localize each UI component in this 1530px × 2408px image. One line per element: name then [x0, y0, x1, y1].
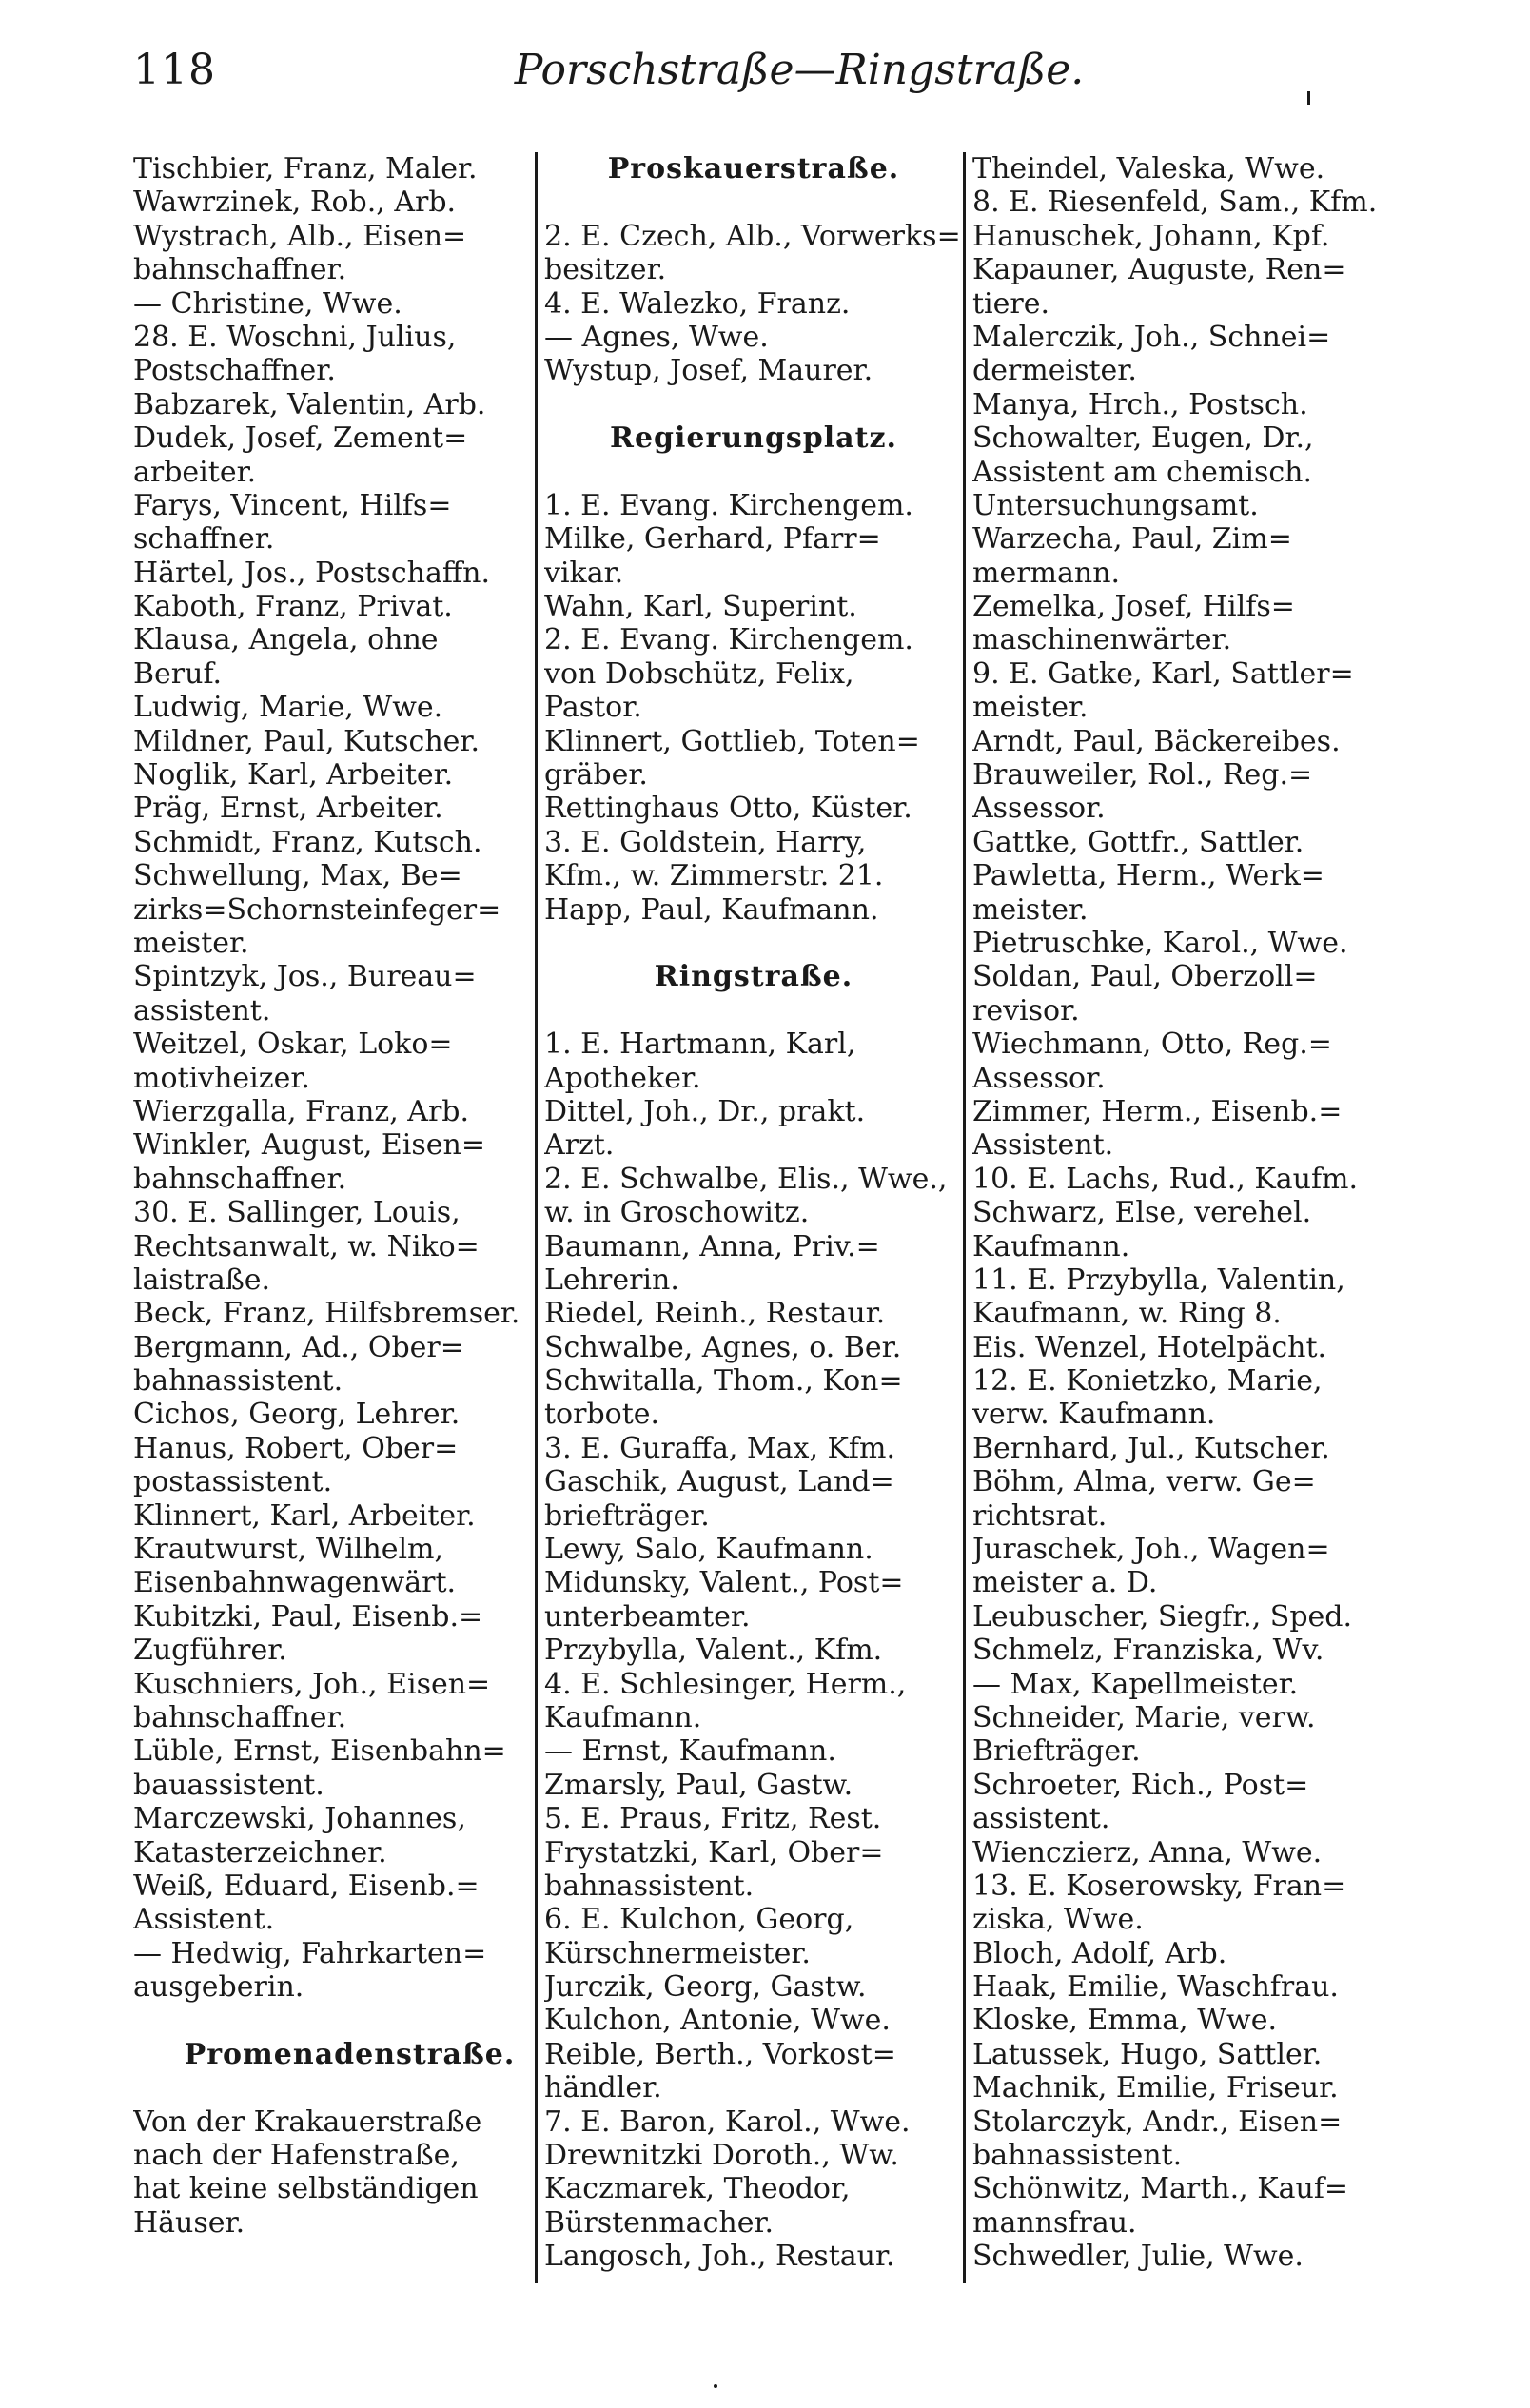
- directory-entry-line: Schwarz, Else, verehel.: [972, 1196, 1312, 1230]
- blank-line: [544, 456, 963, 489]
- blank-line: [544, 927, 963, 960]
- directory-entry-line: bahnassistent.: [544, 1869, 755, 1903]
- directory-entry-line: Klinnert, Karl, Arbeiter.: [133, 1498, 476, 1533]
- directory-entry-line: bauassistent.: [133, 1768, 324, 1802]
- directory-entry-line: 13. E. Koserowsky, Fran=: [972, 1869, 1346, 1903]
- directory-entry-line: Stolarczyk, Andr., Eisen=: [972, 2105, 1343, 2139]
- directory-entry-line: Böhm, Alma, verw. Ge=: [972, 1465, 1316, 1499]
- directory-entry-line: Dudek, Josef, Zement=: [133, 421, 468, 456]
- directory-entry-line: vikar.: [544, 556, 624, 590]
- directory-entry-line: ausgeberin.: [133, 1970, 304, 2005]
- directory-entry-line: schaffner.: [133, 522, 275, 557]
- directory-entry-line: Hanus, Robert, Ober=: [133, 1431, 459, 1465]
- directory-entry-line: Noglik, Karl, Arbeiter.: [133, 758, 454, 793]
- directory-entry-line: Manya, Hrch., Postsch.: [972, 387, 1308, 421]
- directory-entry-line: Zugführer.: [133, 1634, 287, 1668]
- directory-entry-line: Untersuchungsamt.: [972, 488, 1259, 522]
- directory-entry-line: bahnschaffner.: [133, 253, 347, 287]
- directory-entry-line: Schwedler, Julie, Wwe.: [972, 2240, 1304, 2274]
- blank-line: [133, 2071, 566, 2105]
- directory-entry-line: bahnschaffner.: [133, 1700, 347, 1734]
- directory-entry-line: hat keine selbständigen: [133, 2172, 479, 2206]
- directory-entry-line: Kaufmann.: [544, 1700, 702, 1734]
- column-divider-right: [963, 152, 966, 2283]
- directory-entry-line: Malerczik, Joh., Schnei=: [972, 320, 1331, 354]
- directory-entry-line: Midunsky, Valent., Post=: [544, 1566, 904, 1600]
- directory-entry-line: bahnschaffner.: [133, 1162, 347, 1196]
- directory-entry-line: Häuser.: [133, 2205, 245, 2240]
- directory-entry-line: arbeiter.: [133, 455, 257, 489]
- directory-entry-line: Kulchon, Antonie, Wwe.: [544, 2004, 891, 2038]
- directory-entry-line: 1. E. Hartmann, Karl,: [544, 1028, 856, 1062]
- directory-entry-line: Farys, Vincent, Hilfs=: [133, 488, 452, 522]
- directory-entry-line: 6. E. Kulchon, Georg,: [544, 1903, 854, 1937]
- directory-entry-line: Baumann, Anna, Priv.=: [544, 1229, 880, 1263]
- column-left: [133, 152, 566, 2240]
- blank-line: [133, 2004, 566, 2037]
- directory-entry-line: Leubuscher, Siegfr., Sped.: [972, 1599, 1353, 1634]
- page-number: 118: [133, 46, 216, 94]
- running-head: Porschstraße—Ringstraße.: [514, 46, 1085, 94]
- directory-entry-line: Schwellung, Max, Be=: [133, 859, 462, 893]
- directory-entry-line: maschinenwärter.: [972, 623, 1232, 657]
- directory-entry-line: Brauweiler, Rol., Reg.=: [972, 758, 1313, 793]
- directory-entry-line: — Ernst, Kaufmann.: [544, 1734, 836, 1769]
- directory-entry-line: Babzarek, Valentin, Arb.: [133, 387, 486, 421]
- directory-entry-line: Jurczik, Georg, Gastw.: [544, 1970, 867, 2005]
- directory-entry-line: Assistent.: [972, 1128, 1114, 1163]
- directory-entry-line: 4. E. Schlesinger, Herm.,: [544, 1667, 907, 1701]
- directory-entry-line: nach der Hafenstraße,: [133, 2139, 460, 2173]
- directory-entry-line: Marczewski, Johannes,: [133, 1802, 466, 1836]
- directory-entry-line: Kuschniers, Joh., Eisen=: [133, 1667, 491, 1701]
- directory-entry-line: 11. E. Przybylla, Valentin,: [972, 1263, 1345, 1297]
- column-right: [972, 152, 1410, 2274]
- directory-entry-line: Zemelka, Josef, Hilfs=: [972, 590, 1295, 624]
- directory-entry-line: Bürstenmacher.: [544, 2205, 775, 2240]
- directory-entry-line: 1. E. Evang. Kirchengem.: [544, 488, 913, 522]
- directory-entry-line: Weitzel, Oskar, Loko=: [133, 1028, 453, 1062]
- directory-entry-line: briefträger.: [544, 1498, 710, 1533]
- directory-entry-line: Cichos, Georg, Lehrer.: [133, 1398, 461, 1432]
- directory-entry-line: ziska, Wwe.: [972, 1903, 1144, 1937]
- directory-entry-line: zirks=Schornsteinfeger=: [133, 892, 501, 927]
- directory-entry-line: gräber.: [544, 758, 648, 793]
- directory-entry-line: Krautwurst, Wilhelm,: [133, 1533, 444, 1567]
- directory-entry-line: Härtel, Jos., Postschaffn.: [133, 556, 491, 590]
- directory-entry-line: 2. E. Czech, Alb., Vorwerks=: [544, 219, 961, 253]
- directory-entry-line: Mildner, Paul, Kutscher.: [133, 724, 480, 758]
- directory-entry-line: Drewnitzki Doroth., Ww.: [544, 2139, 899, 2173]
- directory-entry-line: meister.: [972, 892, 1089, 927]
- directory-entry-line: Beruf.: [133, 656, 223, 691]
- directory-entry-line: Eis. Wenzel, Hotelpächt.: [972, 1330, 1327, 1364]
- directory-entry-line: 4. E. Walezko, Franz.: [544, 286, 851, 321]
- directory-entry-line: Happ, Paul, Kaufmann.: [544, 892, 879, 927]
- directory-entry-line: richtsrat.: [972, 1498, 1108, 1533]
- directory-entry-line: 30. E. Sallinger, Louis,: [133, 1196, 461, 1230]
- directory-entry-line: Theindel, Valeska, Wwe.: [972, 152, 1325, 186]
- directory-entry-line: Gaschik, August, Land=: [544, 1465, 894, 1499]
- directory-entry-line: Ludwig, Marie, Wwe.: [133, 691, 443, 725]
- directory-entry-line: Schwalbe, Agnes, o. Ber.: [544, 1330, 902, 1364]
- blank-line: [544, 388, 963, 421]
- directory-entry-line: Tischbier, Franz, Maler.: [133, 152, 478, 186]
- directory-entry-line: Lewy, Salo, Kaufmann.: [544, 1533, 873, 1567]
- directory-entry-line: händler.: [544, 2071, 662, 2105]
- directory-entry-line: Schönwitz, Marth., Kauf=: [972, 2172, 1349, 2206]
- column-divider-left: [535, 152, 538, 2283]
- directory-entry-line: bahnassistent.: [133, 1364, 343, 1399]
- directory-entry-line: unterbeamter.: [544, 1599, 751, 1634]
- blank-line: [544, 994, 963, 1028]
- directory-entry-line: — Christine, Wwe.: [133, 286, 402, 321]
- directory-entry-line: 8. E. Riesenfeld, Sam., Kfm.: [972, 186, 1378, 220]
- directory-entry-line: Klausa, Angela, ohne: [133, 623, 439, 657]
- directory-entry-line: Wiechmann, Otto, Reg.=: [972, 1028, 1332, 1062]
- directory-entry-line: Kubitzki, Paul, Eisenb.=: [133, 1599, 483, 1634]
- directory-entry-line: meister.: [972, 691, 1089, 725]
- directory-entry-line: Eisenbahnwagenwärt.: [133, 1566, 457, 1600]
- print-speck: [1307, 91, 1310, 105]
- directory-entry-line: Assessor.: [972, 792, 1106, 826]
- directory-entry-line: Machnik, Emilie, Friseur.: [972, 2071, 1339, 2105]
- directory-entry-line: 3. E. Goldstein, Harry,: [544, 825, 867, 859]
- directory-entry-line: Schmidt, Franz, Kutsch.: [133, 825, 482, 859]
- directory-entry-line: Riedel, Reinh., Restaur.: [544, 1297, 886, 1331]
- directory-entry-line: Kaufmann.: [972, 1229, 1130, 1263]
- directory-entry-line: Winkler, August, Eisen=: [133, 1128, 486, 1163]
- directory-entry-line: Wystrach, Alb., Eisen=: [133, 219, 467, 253]
- directory-entry-line: Schmelz, Franziska, Wv.: [972, 1634, 1324, 1668]
- directory-entry-line: assistent.: [972, 1802, 1110, 1836]
- street-heading: Proskauerstraße.: [607, 152, 900, 186]
- directory-entry-line: Gattke, Gottfr., Sattler.: [972, 825, 1304, 859]
- directory-entry-line: Przybylla, Valent., Kfm.: [544, 1634, 883, 1668]
- directory-entry-line: Bergmann, Ad., Ober=: [133, 1330, 464, 1364]
- directory-entry-line: Apotheker.: [544, 1061, 701, 1095]
- directory-entry-line: 12. E. Konietzko, Marie,: [972, 1364, 1323, 1399]
- directory-entry-line: Spintzyk, Jos., Bureau=: [133, 960, 477, 994]
- directory-entry-line: Kaczmarek, Theodor,: [544, 2172, 851, 2206]
- directory-entry-line: Latussek, Hugo, Sattler.: [972, 2037, 1323, 2071]
- directory-entry-line: Juraschek, Joh., Wagen=: [972, 1533, 1330, 1567]
- directory-entry-line: Schroeter, Rich., Post=: [972, 1768, 1309, 1802]
- print-speck: [714, 2384, 717, 2388]
- blank-line: [544, 186, 963, 219]
- street-heading: Regierungsplatz.: [610, 421, 897, 456]
- directory-entry-line: 3. E. Guraffa, Max, Kfm.: [544, 1431, 896, 1465]
- directory-entry-line: — Agnes, Wwe.: [544, 320, 769, 354]
- directory-entry-line: Assessor.: [972, 1061, 1106, 1095]
- directory-entry-line: meister a. D.: [972, 1566, 1158, 1600]
- directory-entry-line: Soldan, Paul, Oberzoll=: [972, 960, 1318, 994]
- directory-entry-line: laistraße.: [133, 1263, 271, 1297]
- directory-entry-line: postassistent.: [133, 1465, 333, 1499]
- directory-entry-line: Dittel, Joh., Dr., prakt.: [544, 1094, 866, 1128]
- directory-entry-line: Bernhard, Jul., Kutscher.: [972, 1431, 1330, 1465]
- directory-entry-line: 10. E. Lachs, Rud., Kaufm.: [972, 1162, 1359, 1196]
- directory-entry-line: Rechtsanwalt, w. Niko=: [133, 1229, 480, 1263]
- directory-entry-line: Hanuschek, Johann, Kpf.: [972, 219, 1330, 253]
- directory-entry-line: Klinnert, Gottlieb, Toten=: [544, 724, 920, 758]
- directory-entry-line: Kaboth, Franz, Privat.: [133, 590, 453, 624]
- directory-entry-line: Kürschnermeister.: [544, 1936, 811, 1970]
- directory-entry-line: Milke, Gerhard, Pfarr=: [544, 522, 881, 557]
- directory-entry-line: Postschaffner.: [133, 354, 336, 388]
- directory-entry-line: Zmarsly, Paul, Gastw.: [544, 1768, 853, 1802]
- directory-entry-line: 28. E. Woschni, Julius,: [133, 320, 457, 354]
- directory-entry-line: besitzer.: [544, 253, 667, 287]
- directory-entry-line: w. in Groschowitz.: [544, 1196, 810, 1230]
- directory-entry-line: Schwitalla, Thom., Kon=: [544, 1364, 903, 1399]
- directory-entry-line: Kapauner, Auguste, Ren=: [972, 253, 1346, 287]
- directory-entry-line: mermann.: [972, 556, 1121, 590]
- directory-entry-line: Kfm., w. Zimmerstr. 21.: [544, 859, 884, 893]
- directory-entry-line: dermeister.: [972, 354, 1137, 388]
- directory-entry-line: Warzecha, Paul, Zim=: [972, 522, 1292, 557]
- directory-entry-line: torbote.: [544, 1398, 660, 1432]
- directory-entry-line: Wahn, Karl, Superint.: [544, 590, 857, 624]
- directory-entry-line: Wystup, Josef, Maurer.: [544, 354, 873, 388]
- directory-entry-line: Pietruschke, Karol., Wwe.: [972, 926, 1348, 960]
- directory-entry-line: 2. E. Evang. Kirchengem.: [544, 623, 913, 657]
- directory-entry-line: Kloske, Emma, Wwe.: [972, 2004, 1278, 2038]
- directory-entry-line: tiere.: [972, 286, 1050, 321]
- directory-entry-line: assistent.: [133, 993, 271, 1028]
- directory-entry-line: Arndt, Paul, Bäckereibes.: [972, 724, 1341, 758]
- directory-entry-line: Zimmer, Herm., Eisenb.=: [972, 1094, 1343, 1128]
- directory-entry-line: 5. E. Praus, Fritz, Rest.: [544, 1802, 882, 1836]
- directory-entry-line: Langosch, Joh., Restaur.: [544, 2240, 895, 2274]
- directory-entry-line: — Max, Kapellmeister.: [972, 1667, 1299, 1701]
- directory-entry-line: mannsfrau.: [972, 2205, 1137, 2240]
- directory-entry-line: 9. E. Gatke, Karl, Sattler=: [972, 656, 1354, 691]
- directory-entry-line: Rettinghaus Otto, Küster.: [544, 792, 912, 826]
- directory-entry-line: meister.: [133, 926, 249, 960]
- directory-entry-line: Beck, Franz, Hilfsbremser.: [133, 1297, 520, 1331]
- directory-entry-line: motivheizer.: [133, 1061, 310, 1095]
- directory-entry-line: 2. E. Schwalbe, Elis., Wwe.,: [544, 1162, 948, 1196]
- directory-entry-line: Bloch, Adolf, Arb.: [972, 1936, 1227, 1970]
- directory-entry-line: Wawrzinek, Rob., Arb.: [133, 186, 457, 220]
- street-heading: Ringstraße.: [654, 960, 853, 994]
- directory-entry-line: Pastor.: [544, 691, 642, 725]
- directory-entry-line: Weiß, Eduard, Eisenb.=: [133, 1869, 480, 1903]
- directory-entry-line: Arzt.: [544, 1128, 615, 1163]
- directory-entry-line: von Dobschütz, Felix,: [544, 656, 854, 691]
- directory-entry-line: Schowalter, Eugen, Dr.,: [972, 421, 1314, 456]
- directory-entry-line: Lüble, Ernst, Eisenbahn=: [133, 1734, 506, 1769]
- directory-entry-line: Briefträger.: [972, 1734, 1141, 1769]
- directory-entry-line: Wienczierz, Anna, Wwe.: [972, 1835, 1323, 1870]
- directory-entry-line: — Hedwig, Fahrkarten=: [133, 1936, 487, 1970]
- directory-entry-line: Assistent am chemisch.: [972, 455, 1313, 489]
- column-middle: [544, 152, 963, 2274]
- street-heading: Promenadenstraße.: [184, 2037, 516, 2071]
- directory-entry-line: Reible, Berth., Vorkost=: [544, 2037, 896, 2071]
- directory-entry-line: Präg, Ernst, Arbeiter.: [133, 792, 443, 826]
- directory-entry-line: Wierzgalla, Franz, Arb.: [133, 1094, 470, 1128]
- directory-entry-line: bahnassistent.: [972, 2139, 1183, 2173]
- directory-entry-line: Schneider, Marie, verw.: [972, 1700, 1316, 1734]
- directory-entry-line: Pawletta, Herm., Werk=: [972, 859, 1324, 893]
- directory-entry-line: Assistent.: [133, 1903, 275, 1937]
- directory-entry-line: Von der Krakauerstraße: [133, 2105, 482, 2139]
- directory-entry-line: Haak, Emilie, Waschfrau.: [972, 1970, 1339, 2005]
- directory-entry-line: Frystatzki, Karl, Ober=: [544, 1835, 884, 1870]
- directory-entry-line: verw. Kaufmann.: [972, 1398, 1216, 1432]
- directory-entry-line: Katasterzeichner.: [133, 1835, 387, 1870]
- directory-entry-line: Lehrerin.: [544, 1263, 679, 1297]
- directory-entry-line: Kaufmann, w. Ring 8.: [972, 1297, 1282, 1331]
- directory-entry-line: revisor.: [972, 993, 1080, 1028]
- directory-entry-line: 7. E. Baron, Karol., Wwe.: [544, 2105, 911, 2139]
